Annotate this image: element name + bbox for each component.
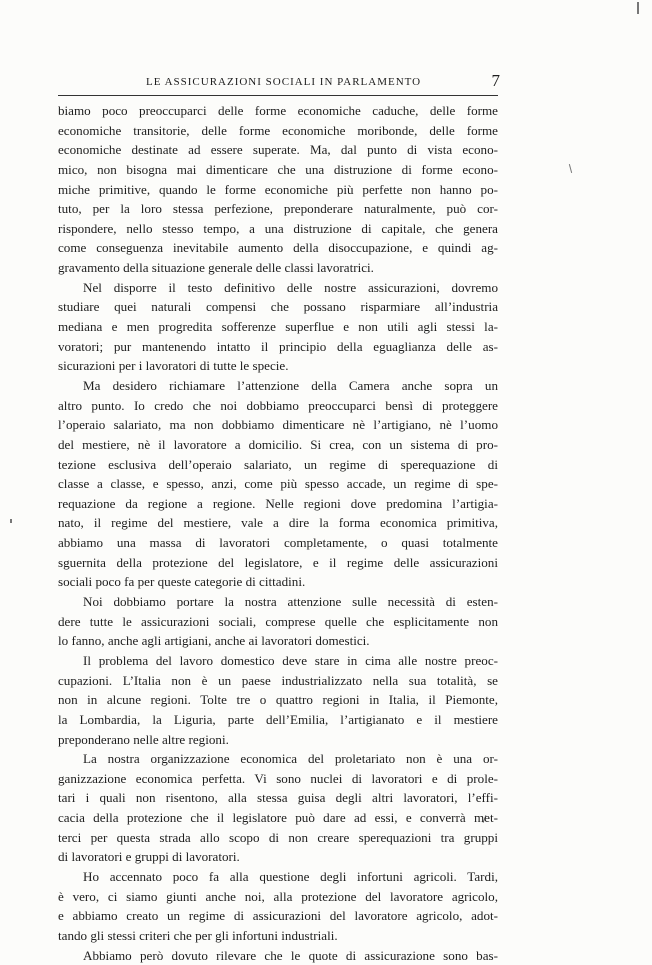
text-line: mico, non bisogna mai dimenticare che una distruzione di forme econo- — [58, 161, 498, 177]
scan-speck — [637, 2, 639, 14]
text-line: economiche destinate ad essere superate. Ma, dal punto di vista econo- — [58, 142, 498, 158]
text-line: cacia della protezione che il legislatore può dare ad essi, e converrà met- — [58, 810, 498, 826]
text-line: non in alcune regioni. Tolte tre o quattro regioni in Italia, il Piemonte, — [58, 692, 498, 708]
text-line: tuto, per la loro stessa perfezione, preponderare naturalmente, può cor- — [58, 201, 498, 217]
text-line: abbiamo una massa di lavoratori completamente, o quasi totalmente — [58, 535, 498, 551]
page-header — [58, 72, 498, 96]
text-line: Nel disporre il testo definitivo delle nostre assicurazioni, dovremo — [83, 279, 498, 295]
text-line: miche primitive, quando le forme economiche più perfette non hanno po- — [58, 181, 498, 197]
text-line: lo fanno, anche agli artigiani, anche ai lavoratori domestici. — [58, 633, 370, 649]
text-line: di lavoratori e gruppi di lavoratori. — [58, 849, 240, 865]
running-title: LE ASSICURAZIONI SOCIALI IN PARLAMENTO — [146, 76, 422, 88]
text-line: requazione da regione a regione. Nelle regioni dove predomina l’artigia- — [58, 495, 498, 511]
text-line: del mestiere, nè il lavoratore a domicilio. Si crea, con un sistema di pro- — [58, 436, 498, 452]
text-line: come conseguenza inevitabile aumento della disoccupazione, e quindi ag- — [58, 240, 498, 256]
text-line: La nostra organizzazione economica del proletariato non è una or- — [83, 751, 498, 767]
text-line: Abbiamo però dovuto rilevare che le quote di assicurazione sono bas- — [83, 947, 498, 963]
text-line: e abbiamo creato un regime di assicurazioni del lavoratore agricolo, adot- — [58, 908, 498, 924]
text-line: preponderano nelle altre regioni. — [58, 731, 229, 747]
text-line: Ho accennato poco fa alla questione degli infortuni agricoli. Tardi, — [83, 868, 498, 884]
text-line: tari i quali non risentono, alla stessa guisa degli altri lavoratori, l’effi- — [58, 790, 498, 806]
text-line: gravamento della situazione generale delle classi lavoratrici. — [58, 260, 374, 276]
text-line: nato, il regime del mestiere, vale a dire la forma economica primitiva, — [58, 515, 498, 531]
text-line: Noi dobbiamo portare la nostra attenzione sulle necessità di esten- — [83, 594, 498, 610]
text-line: ganizzazione economica perfetta. Vi sono nuclei di lavoratori e di prole- — [58, 770, 498, 786]
scan-speck — [569, 164, 572, 173]
text-line: sociali poco fa per queste categorie di cittadini. — [58, 574, 306, 590]
text-line: rispondere, nello stesso tempo, a una distruzione di capitale, che genera — [58, 220, 498, 236]
text-line: biamo poco preoccuparci delle forme economiche caduche, delle forme — [58, 103, 498, 118]
text-line: classe a classe, e spesso, anzi, come più spesso accade, un regime di spe- — [58, 476, 498, 492]
body-text — [58, 101, 498, 965]
text-line: Ma desidero richiamare l’attenzione della Camera anche sopra un — [83, 377, 498, 393]
text-line: l’operaio salariato, ma non dobbiamo dimenticare nè l’artigiano, nè l’uomo — [58, 417, 498, 433]
page-number: 7 — [491, 71, 500, 90]
text-line: sguernita della protezione del legislatore, e il regime delle assicurazioni — [58, 554, 498, 570]
text-line: la Lombardia, la Liguria, parte dell’Emilia, l’artigianato e il mestiere — [58, 711, 498, 727]
text-line: tando gli stessi criteri che per gli infortuni industriali. — [58, 927, 338, 943]
text-line: voratori; pur mantenendo intatto il principio della eguaglianza delle as- — [58, 338, 498, 354]
text-line: terci per questa strada allo scopo di non creare sperequazioni tra gruppi — [58, 829, 498, 845]
text-line: dere tutte le assicurazioni sociali, comprese quelle che esplicitamente non — [58, 613, 498, 629]
header-rule — [58, 95, 498, 96]
text-line: è vero, ci siamo giunti anche noi, alla protezione del lavoratore agricolo, — [58, 888, 498, 904]
text-line: tezione esclusiva dell’operaio salariato, un regime di sperequazione di — [58, 456, 498, 472]
text-line: cupazioni. L’Italia non è un paese industrializzato nella sua totalità, se — [58, 672, 498, 688]
text-line: economiche transitorie, delle forme economiche moribonde, delle forme — [58, 122, 498, 138]
text-line: studiare quei naturali compensi che possano risparmiare all’industria — [58, 299, 498, 315]
text-line: altro punto. Io credo che noi dobbiamo preoccuparci bensì di proteggere — [58, 397, 498, 413]
text-line: Il problema del lavoro domestico deve stare in cima alle nostre preoc- — [83, 652, 498, 668]
text-line: sicurazioni per i lavoratori di tutte le specie. — [58, 358, 289, 374]
text-line: mediana e men progredita sofferenze superflue e non utili agli stessi la- — [58, 319, 498, 335]
scan-speck — [10, 519, 12, 523]
